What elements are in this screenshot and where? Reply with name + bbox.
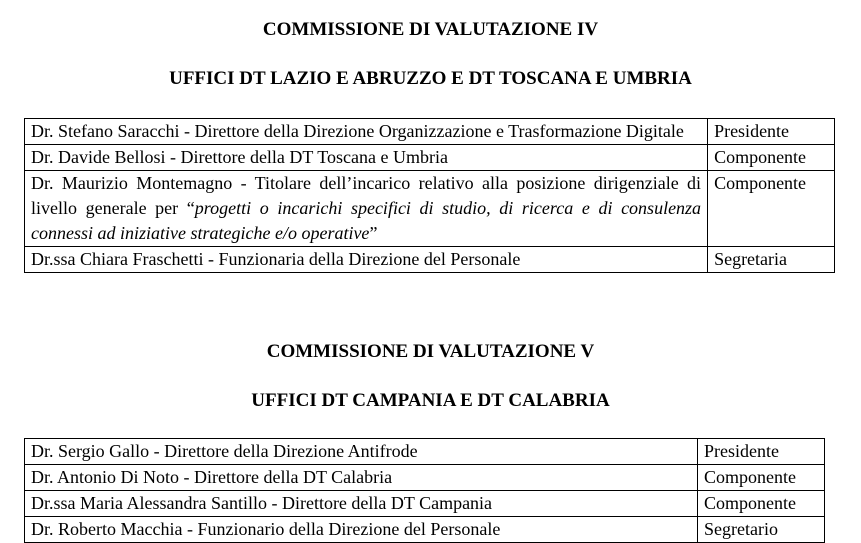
member-name-cell: Dr.ssa Chiara Fraschetti - Funzionaria della Direzione del Personale (25, 247, 708, 273)
member-name-cell (25, 171, 708, 247)
commission-iv-subtitle: UFFICI DT LAZIO E ABRUZZO E DT TOSCANA E UMBRIA (169, 68, 692, 89)
member-name-cell: Dr.ssa Maria Alessandra Santillo - Direttore della DT Campania (25, 491, 698, 517)
member-role-cell: Componente (698, 465, 825, 491)
member-name-cell: Dr. Roberto Macchia - Funzionario della Direzione del Personale (25, 517, 698, 543)
member-role-cell: Presidente (698, 439, 825, 465)
member-role-cell: Componente (708, 145, 835, 171)
table-row (25, 439, 825, 465)
commission-v-table (24, 438, 825, 543)
member-name-closing-quote: ” (369, 223, 378, 243)
member-name-cell: Dr. Sergio Gallo - Direttore della Direzione Antifrode (25, 439, 698, 465)
member-name-text: Dr. Maurizio Montemagno - Titolare dell’incarico relativo alla posizione dirigenziale di livello generale per “ (31, 173, 702, 218)
table-row (25, 517, 825, 543)
commission-v-title: COMMISSIONE DI VALUTAZIONE V (266, 341, 595, 362)
table-row (25, 119, 835, 145)
member-role-cell: Segretaria (708, 247, 835, 273)
commission-iv-table (24, 118, 835, 273)
member-role-cell: Componente (698, 491, 825, 517)
member-name-cell: Dr. Antonio Di Noto - Direttore della DT Calabria (25, 465, 698, 491)
table-row (25, 171, 835, 247)
table-row (25, 491, 825, 517)
commission-v-subtitle: UFFICI DT CAMPANIA E DT CALABRIA (251, 390, 610, 411)
member-name-cell: Dr. Stefano Saracchi - Direttore della Direzione Organizzazione e Trasformazione Digitale (25, 119, 708, 145)
member-role-cell: Presidente (708, 119, 835, 145)
member-name-cell: Dr. Davide Bellosi - Direttore della DT Toscana e Umbria (25, 145, 708, 171)
member-assignment-italic: progetti o incarichi specifici di studio, di ricerca e di consulenza connessi ad iniziative strategiche e/o operative (31, 198, 702, 243)
table-row (25, 247, 835, 273)
commission-iv-title: COMMISSIONE DI VALUTAZIONE IV (262, 19, 599, 40)
member-role-cell: Segretario (698, 517, 825, 543)
table-row (25, 145, 835, 171)
table-row (25, 465, 825, 491)
member-role-cell: Componente (708, 171, 835, 247)
